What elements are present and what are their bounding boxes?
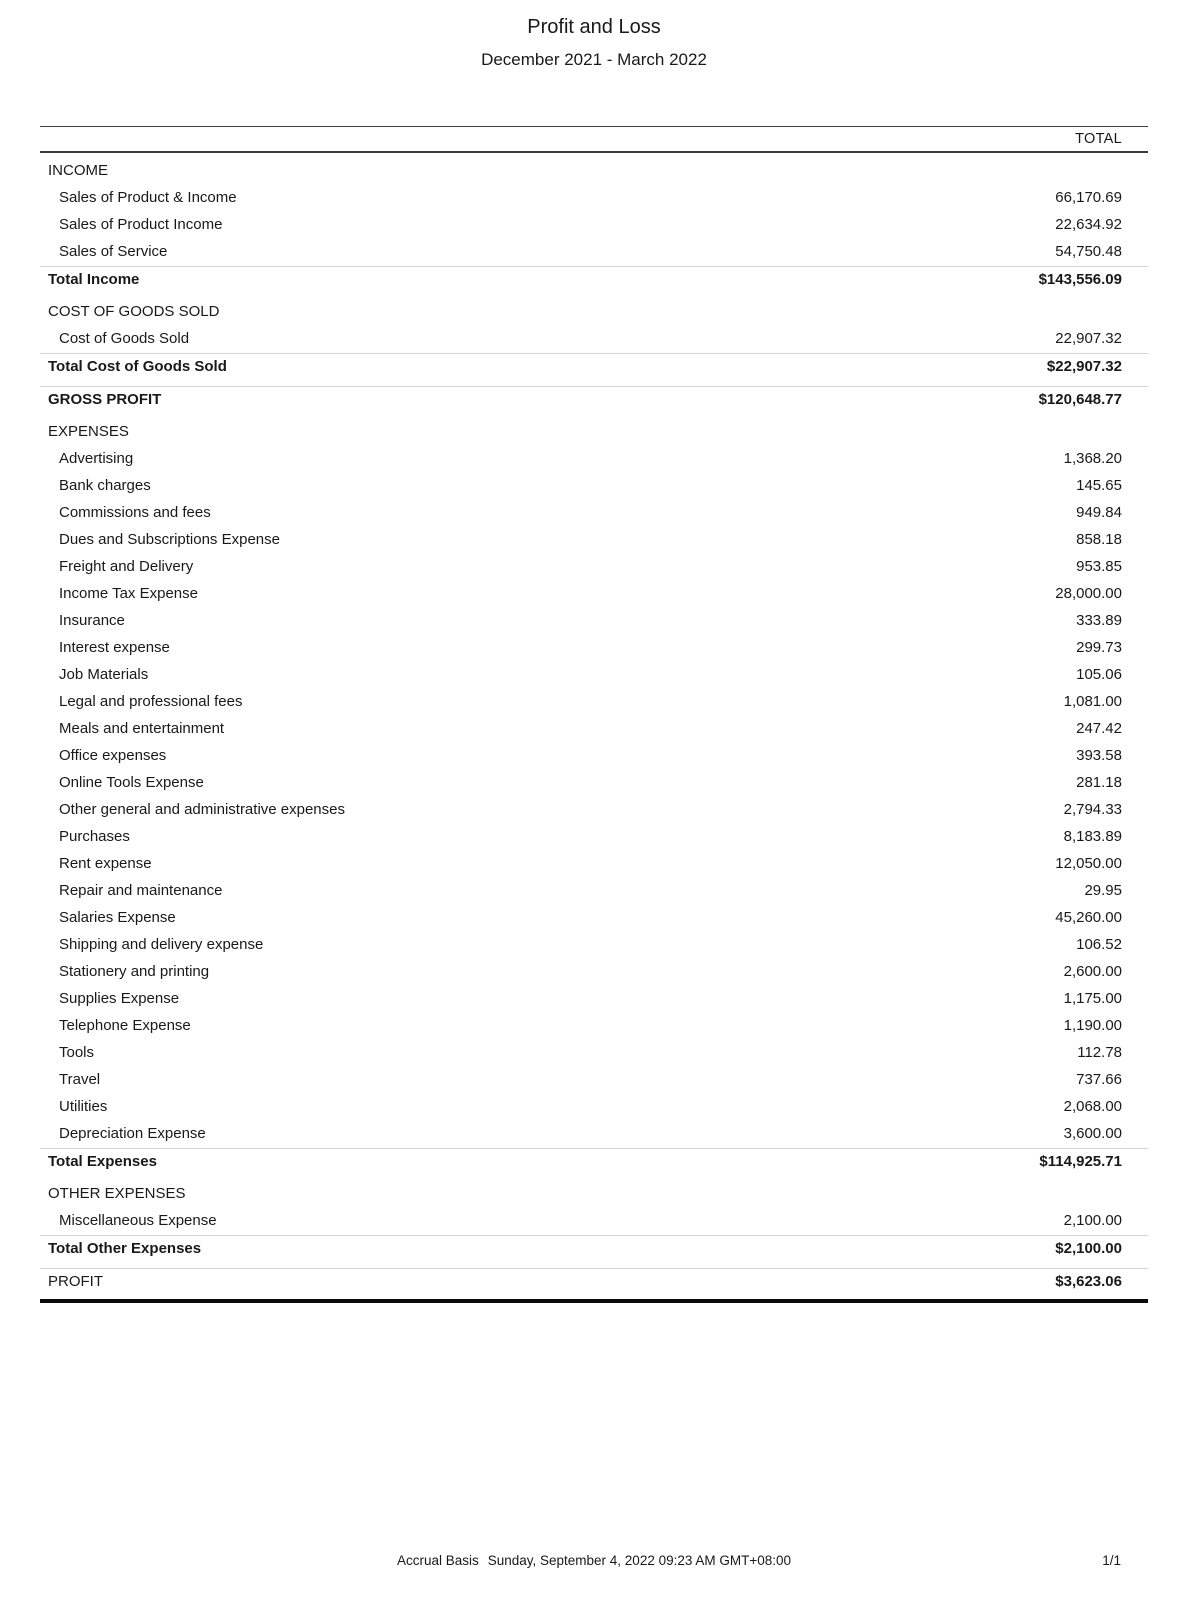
row-value: $22,907.32 (1046, 358, 1122, 375)
row-value: $2,100.00 (1055, 1240, 1122, 1257)
row-label: Utilities (59, 1098, 108, 1115)
report-row (40, 932, 1148, 959)
row-label: INCOME (48, 162, 108, 179)
row-value: $120,648.77 (1038, 391, 1122, 408)
row-label: Travel (59, 1071, 101, 1088)
row-label: Supplies Expense (59, 990, 180, 1007)
total-column-header: TOTAL (1075, 131, 1122, 147)
report-rows (40, 158, 1148, 1296)
report-row (40, 473, 1148, 500)
report-row (40, 959, 1148, 986)
report-row (40, 1040, 1148, 1067)
row-label: OTHER EXPENSES (48, 1185, 186, 1202)
row-label: Total Cost of Goods Sold (48, 358, 227, 375)
table-header-row (40, 126, 1148, 153)
bottom-double-rule (40, 1299, 1148, 1303)
report-row (40, 689, 1148, 716)
row-label: Office expenses (59, 747, 167, 764)
row-label: Online Tools Expense (59, 774, 204, 791)
row-label: Freight and Delivery (59, 558, 194, 575)
report-row (40, 986, 1148, 1013)
row-value: 1,081.00 (1063, 693, 1122, 710)
report-row (40, 1067, 1148, 1094)
row-value: 2,794.33 (1063, 801, 1122, 818)
row-value: 953.85 (1076, 558, 1122, 575)
row-label: Stationery and printing (59, 963, 210, 980)
row-value: 858.18 (1076, 531, 1122, 548)
report-row (40, 326, 1148, 353)
row-label: Telephone Expense (59, 1017, 191, 1034)
page-subtitle: December 2021 - March 2022 (481, 50, 707, 69)
row-value: 2,600.00 (1063, 963, 1122, 980)
row-label: Purchases (59, 828, 130, 845)
row-value: 2,068.00 (1063, 1098, 1122, 1115)
report-row (40, 1013, 1148, 1040)
report-row (40, 554, 1148, 581)
row-value: 112.78 (1077, 1044, 1122, 1061)
report-row (40, 608, 1148, 635)
report-row (40, 1208, 1148, 1235)
report-row (40, 500, 1148, 527)
row-label: Commissions and fees (59, 504, 211, 521)
report-row (40, 1268, 1148, 1296)
report-row (40, 1235, 1148, 1263)
report-row (40, 824, 1148, 851)
row-label: Repair and maintenance (59, 882, 223, 899)
row-value: 45,260.00 (1055, 909, 1122, 926)
row-label: Total Income (48, 271, 140, 288)
row-label: Salaries Expense (59, 909, 176, 926)
row-label: Cost of Goods Sold (59, 330, 190, 347)
row-value: 22,907.32 (1055, 330, 1122, 347)
report-row (40, 419, 1148, 446)
report-timestamp: Sunday, September 4, 2022 09:23 AM GMT+08:00 (487, 1553, 792, 1568)
report-row (40, 353, 1148, 381)
row-value: 54,750.48 (1055, 243, 1122, 260)
row-value: 105.06 (1076, 666, 1122, 683)
report-row (40, 905, 1148, 932)
report-row (40, 527, 1148, 554)
row-label: Insurance (59, 612, 125, 629)
row-value: 737.66 (1076, 1071, 1122, 1088)
row-value: 3,600.00 (1063, 1125, 1122, 1142)
report-footer (0, 1552, 1188, 1569)
row-value: 66,170.69 (1055, 189, 1122, 206)
row-value: 281.18 (1076, 774, 1122, 791)
accrual-basis-label: Accrual Basis (396, 1553, 479, 1568)
row-value: 145.65 (1076, 477, 1122, 494)
row-label: Other general and administrative expenses (59, 801, 345, 818)
report-row (40, 743, 1148, 770)
row-label: Job Materials (59, 666, 149, 683)
row-value: 1,175.00 (1063, 990, 1122, 1007)
report-header (0, 0, 1188, 72)
row-label: Rent expense (59, 855, 152, 872)
row-value: 28,000.00 (1055, 585, 1122, 602)
row-label: Shipping and delivery expense (59, 936, 264, 953)
row-label: Sales of Product Income (59, 216, 223, 233)
report-row (40, 770, 1148, 797)
report-row (40, 266, 1148, 294)
row-value: 393.58 (1076, 747, 1122, 764)
report-row (40, 716, 1148, 743)
report-row (40, 1181, 1148, 1208)
row-label: GROSS PROFIT (48, 391, 162, 408)
row-label: Income Tax Expense (59, 585, 198, 602)
page-number: 1/1 (1102, 1553, 1121, 1568)
row-value: 22,634.92 (1055, 216, 1122, 233)
row-value: 949.84 (1076, 504, 1122, 521)
row-value: $3,623.06 (1055, 1273, 1122, 1290)
report-row (40, 662, 1148, 689)
row-value: 1,190.00 (1063, 1017, 1122, 1034)
row-label: PROFIT (48, 1273, 103, 1290)
row-label: Sales of Service (59, 243, 168, 260)
report-row (40, 581, 1148, 608)
report-row (40, 797, 1148, 824)
row-value: 247.42 (1076, 720, 1122, 737)
row-label: COST OF GOODS SOLD (48, 303, 220, 320)
row-value: 2,100.00 (1063, 1212, 1122, 1229)
row-label: Total Expenses (48, 1153, 157, 1170)
report-row (40, 1094, 1148, 1121)
row-label: EXPENSES (48, 423, 129, 440)
row-label: Bank charges (59, 477, 151, 494)
report-row (40, 158, 1148, 185)
footer-center (0, 1552, 1188, 1569)
row-value: 333.89 (1076, 612, 1122, 629)
row-label: Legal and professional fees (59, 693, 243, 710)
row-value: $114,925.71 (1039, 1153, 1122, 1170)
row-value: 12,050.00 (1055, 855, 1122, 872)
report-row (40, 635, 1148, 662)
row-value: 1,368.20 (1063, 450, 1122, 467)
row-value: 106.52 (1076, 936, 1122, 953)
report-row (40, 1121, 1148, 1148)
row-label: Depreciation Expense (59, 1125, 206, 1142)
report-row (40, 1148, 1148, 1176)
report-row (40, 851, 1148, 878)
report-row (40, 299, 1148, 326)
row-label: Tools (59, 1044, 95, 1061)
row-value: 8,183.89 (1063, 828, 1122, 845)
report-row (40, 878, 1148, 905)
row-label: Interest expense (59, 639, 170, 656)
row-label: Advertising (59, 450, 134, 467)
report-row (40, 239, 1148, 266)
report-row (40, 386, 1148, 414)
row-value: $143,556.09 (1038, 271, 1122, 288)
row-label: Meals and entertainment (59, 720, 225, 737)
row-label: Miscellaneous Expense (59, 1212, 217, 1229)
row-value: 299.73 (1076, 639, 1122, 656)
row-label: Total Other Expenses (48, 1240, 202, 1257)
row-label: Sales of Product & Income (59, 189, 237, 206)
row-value: 29.95 (1084, 882, 1122, 899)
page-title: Profit and Loss (527, 16, 661, 38)
report-table (40, 126, 1148, 1303)
row-label: Dues and Subscriptions Expense (59, 531, 280, 548)
report-row (40, 212, 1148, 239)
report-row (40, 185, 1148, 212)
report-row (40, 446, 1148, 473)
